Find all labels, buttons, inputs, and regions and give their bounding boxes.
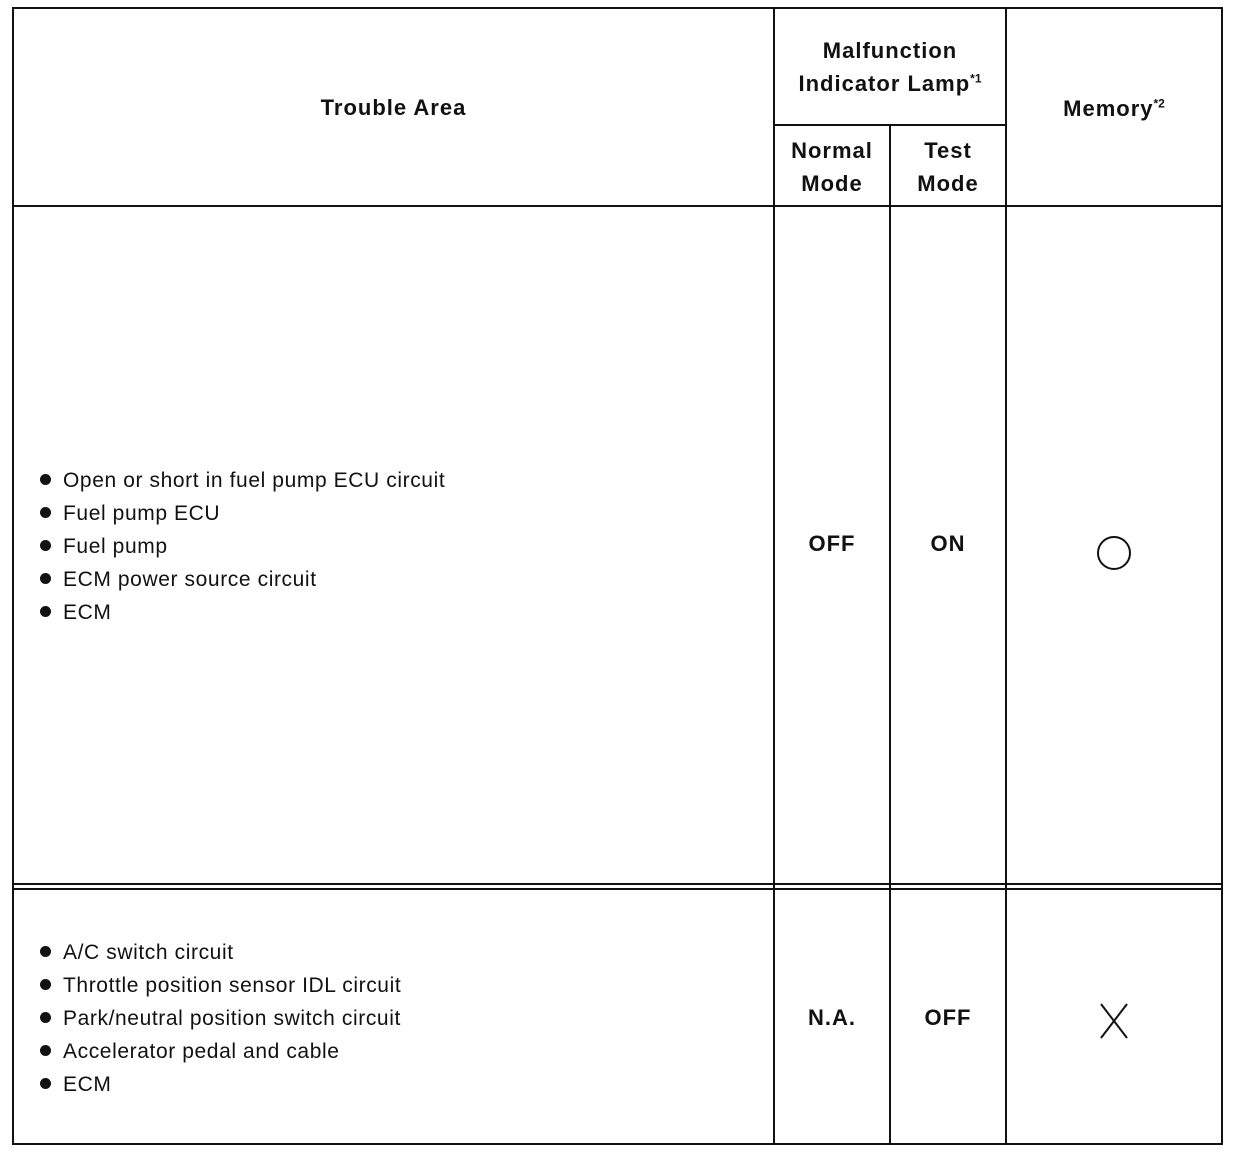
test-mode-header: Test Mode [917, 138, 979, 196]
bullet-icon [40, 573, 51, 584]
list-item: Throttle position sensor IDL circuit [40, 969, 401, 1002]
list-item: Open or short in fuel pump ECU circuit [40, 464, 445, 497]
test-mode-value: ON [930, 531, 966, 556]
header-subdivider [775, 124, 1005, 126]
trouble-area-list [40, 464, 445, 629]
circle-icon [1096, 535, 1132, 571]
memory-footnote: *2 [1153, 96, 1165, 111]
cross-icon [1098, 1002, 1130, 1040]
list-item: ECM [40, 596, 445, 629]
trouble-area-header: Trouble Area [320, 95, 467, 120]
list-item: A/C switch circuit [40, 936, 401, 969]
bullet-icon [40, 946, 51, 957]
bullet-icon [40, 1012, 51, 1023]
normal-mode-value: N.A. [808, 1005, 856, 1030]
list-item: Park/neutral position switch circuit [40, 1002, 401, 1035]
mil-footnote: *1 [970, 71, 982, 86]
list-item: ECM power source circuit [40, 563, 445, 596]
bullet-icon [40, 606, 51, 617]
list-item: ECM [40, 1068, 401, 1101]
column-divider [889, 124, 891, 1143]
normal-mode-value: OFF [808, 531, 856, 556]
list-item: Accelerator pedal and cable [40, 1035, 401, 1068]
mil-header: Malfunction Indicator Lamp$^{*1}$ [798, 38, 982, 96]
row-divider [14, 883, 1221, 885]
memory-header: Memory$^{*2}$ [1063, 96, 1165, 121]
row-divider [14, 888, 1221, 890]
bullet-icon [40, 540, 51, 551]
list-item: Fuel pump ECU [40, 497, 445, 530]
trouble-table [12, 7, 1223, 1145]
normal-mode-header: Normal Mode [791, 138, 873, 196]
bullet-icon [40, 474, 51, 485]
header-bottom-border [14, 205, 1221, 207]
bullet-icon [40, 1078, 51, 1089]
trouble-area-list [40, 936, 401, 1101]
list-item: Fuel pump [40, 530, 445, 563]
bullet-icon [40, 507, 51, 518]
bullet-icon [40, 979, 51, 990]
bullet-icon [40, 1045, 51, 1056]
test-mode-value: OFF [924, 1005, 972, 1030]
column-divider [1005, 9, 1007, 1143]
